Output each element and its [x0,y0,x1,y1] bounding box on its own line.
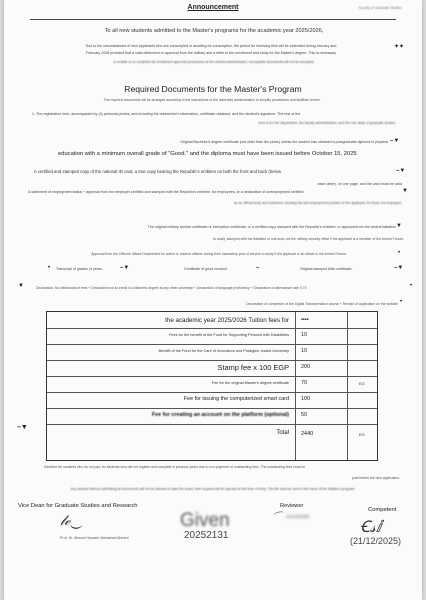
fee-row-value: 70 [301,380,308,386]
fee-row-value: 200 [301,364,311,370]
item-registration-form-cont: form is for the department, the faculty administration, and the vice dean of graduate studies. [258,121,396,125]
check-mark-icon: ✦✦ [394,44,405,50]
fee-row-label: Stamp fee x 100 EGP [217,363,289,372]
intro-line-2: Due to the circumstances of new applicants who are conscripted or awaiting for conscription, the period for receiving files will be extended during January and [85,44,337,48]
fee-total-label: Total [276,430,289,436]
item-declarations: Declaration: No withdrawal of fees + Declaration not to enroll in a Master's degree at any other university + Declaration of language proficiency + Declaration of attendance rate 0.75 [36,286,307,290]
table-divider [347,312,348,460]
table-row [47,392,377,402]
fee-row-label: Fee for creating an account on the platform (optional) [151,412,289,418]
fee-row-value: 100 [301,396,311,402]
fee-row-value: 50 [301,412,308,418]
fee-row-label: Benefit of the Fund for the Care of Innovators and Prodigies, Assiut University [158,349,289,353]
given-number: 20252131 [184,530,229,541]
competent-signature-icon: Ꞓ𝓈ⅈ [360,519,382,536]
check-icon: –▼ [394,265,404,271]
intro-line-1: To all new students admitted to the Master's programs for the academic year 2025/2026, [104,28,324,34]
item-military: The original military service certificate or exemption certificate, or a certified copy stamped with the Republic's emblem, or approval from the central battalion [147,225,396,229]
footer-note-1: Deadline for students who do not pay: for students who did not register and complete in previous years due to non-payment of outstanding fees. The outstanding fees must be [44,465,306,469]
check-icon: ▼ [396,223,402,229]
competent-label: Competent [368,507,397,513]
arrow-icon: –▼ [17,424,28,431]
fee-total-value: 2440 [301,431,314,437]
item-registration-form: 1- The registration form, accompanied by (4) personal photos, and including the researcher's information, certificate obtained, and the student's signature. The rest of the [32,112,301,116]
item-national-id-cont: each other), on one page, and the card must be valid [317,182,402,186]
given-stamp: Given [180,510,230,531]
fee-currency: EG [359,432,365,437]
reviewer-signature-icon: ⌒ [272,510,287,526]
table-row [47,376,377,386]
item-birth-cert: Original stamped birth certificate. [300,267,353,271]
check-icon: –▼ [120,265,130,271]
review-date-stamp: 21/12/2025 [286,514,309,519]
item-employment: A statement of employment status + approval from the employer certified and stamped with the Republic's emblem, for employees, or a declaration of unemployment certified [28,190,304,194]
bullet-icon: • [410,283,413,289]
item-transcript: Transcript of grades (4 years, [56,267,103,271]
table-row [47,344,377,354]
table-row [47,360,377,372]
table-row [47,424,377,437]
fee-row-label: Fee for issuing the computerized smart card [183,396,289,402]
vice-dean-signature-icon: 𝓁ℯ‿ [60,514,84,529]
table-row [47,328,377,338]
item-military-cont: to study, stamped with the battalion or unit seal, not the military security office if the applicant is a member of the Armed Forces. [213,237,404,241]
fees-header-value: •••• [301,317,309,323]
fee-row-value: 10 [301,348,308,354]
check-icon: ▼ [18,283,24,289]
fee-currency: EG [359,381,365,386]
check-icon: – [256,265,260,271]
header-divider [30,19,396,20]
intro-line-4: to enable us to complete the enrollment approval procedures at the central administration, incomplete documents will not be accepted. [113,60,315,64]
vice-dean-title: Vice Dean for Graduate Studies and Research [18,503,138,509]
table-divider [295,312,296,460]
item-good-conduct: Certificate of good conduct. [184,267,228,271]
bullet-icon: • [48,265,51,271]
check-icon: –▼ [390,138,400,144]
item-national-id: A certified and stamped copy of the national ID card, a true copy bearing the Republic's emblem on both the front and back (below [34,169,282,174]
document-page [4,0,422,600]
faculty-ref: Faculty of Graduate Studies [358,6,402,10]
section-subtitle: The required documents will be arranged according to the instructions of the university administration to simplify procedures and facilitate review. [103,98,321,102]
check-icon: –▼ [396,168,406,174]
bullet-icon: • [400,299,403,305]
item-officers: Approval from the Officers' Affairs Department for active or reserve officers during their mandatory year of service to study if the applicant is an officer in the Armed Forces. [91,252,347,256]
item-bachelor-cert-cont: education with a minimum overall grade of "Good," and the diploma must have been issued before October 15, 2025 [58,151,357,157]
table-row [47,408,377,418]
footer-note-2: Any student without submitting all documents will not be allowed to take the exam, their request will be rejected at the time of entry. The file must be sent in the name of the Master's program. [70,487,356,491]
check-icon: ▼ [402,188,408,194]
fee-row-label: Fees for the benefit of the Fund for Supporting Persons with Disabilities [169,333,289,337]
intro-line-3: February 2026 provided that a valid deferment or approval from the military and a letter to the enrollment and study for the Master's degree. This is necessary [85,51,337,55]
fees-header: the academic year 2025/2026 Tuition fees for [165,317,289,324]
footer-date: (21/12/2025) [350,536,402,546]
fee-row-value: 10 [301,332,308,338]
reviewer-label: Reviewer [280,503,304,509]
vice-dean-name: Prof. Dr. Ahmed Hussein Mohamed Ahmed [60,536,129,540]
section-title: Required Documents for the Master's Program [124,84,302,94]
item-bachelor-cert: Original Bachelor's degree certificate (not older than ten years) unless the student has obtained a postgraduate diploma in physical [180,140,388,144]
fee-row-label: Fee for the original Master's degree certificate [211,381,289,385]
item-digital-course: Declaration of completion of the Digital Transformation course + Receipt of application on the website [246,302,398,306]
item-employment-cont: by an official body and notarized, showing the last employment position of the applicant, for those not employed. [233,201,402,205]
announcement-title: Announcement [187,4,239,11]
bullet-icon: • [398,250,401,256]
fees-table [17,311,378,461]
footer-note-1-cont: paid before the new application. [352,476,400,480]
